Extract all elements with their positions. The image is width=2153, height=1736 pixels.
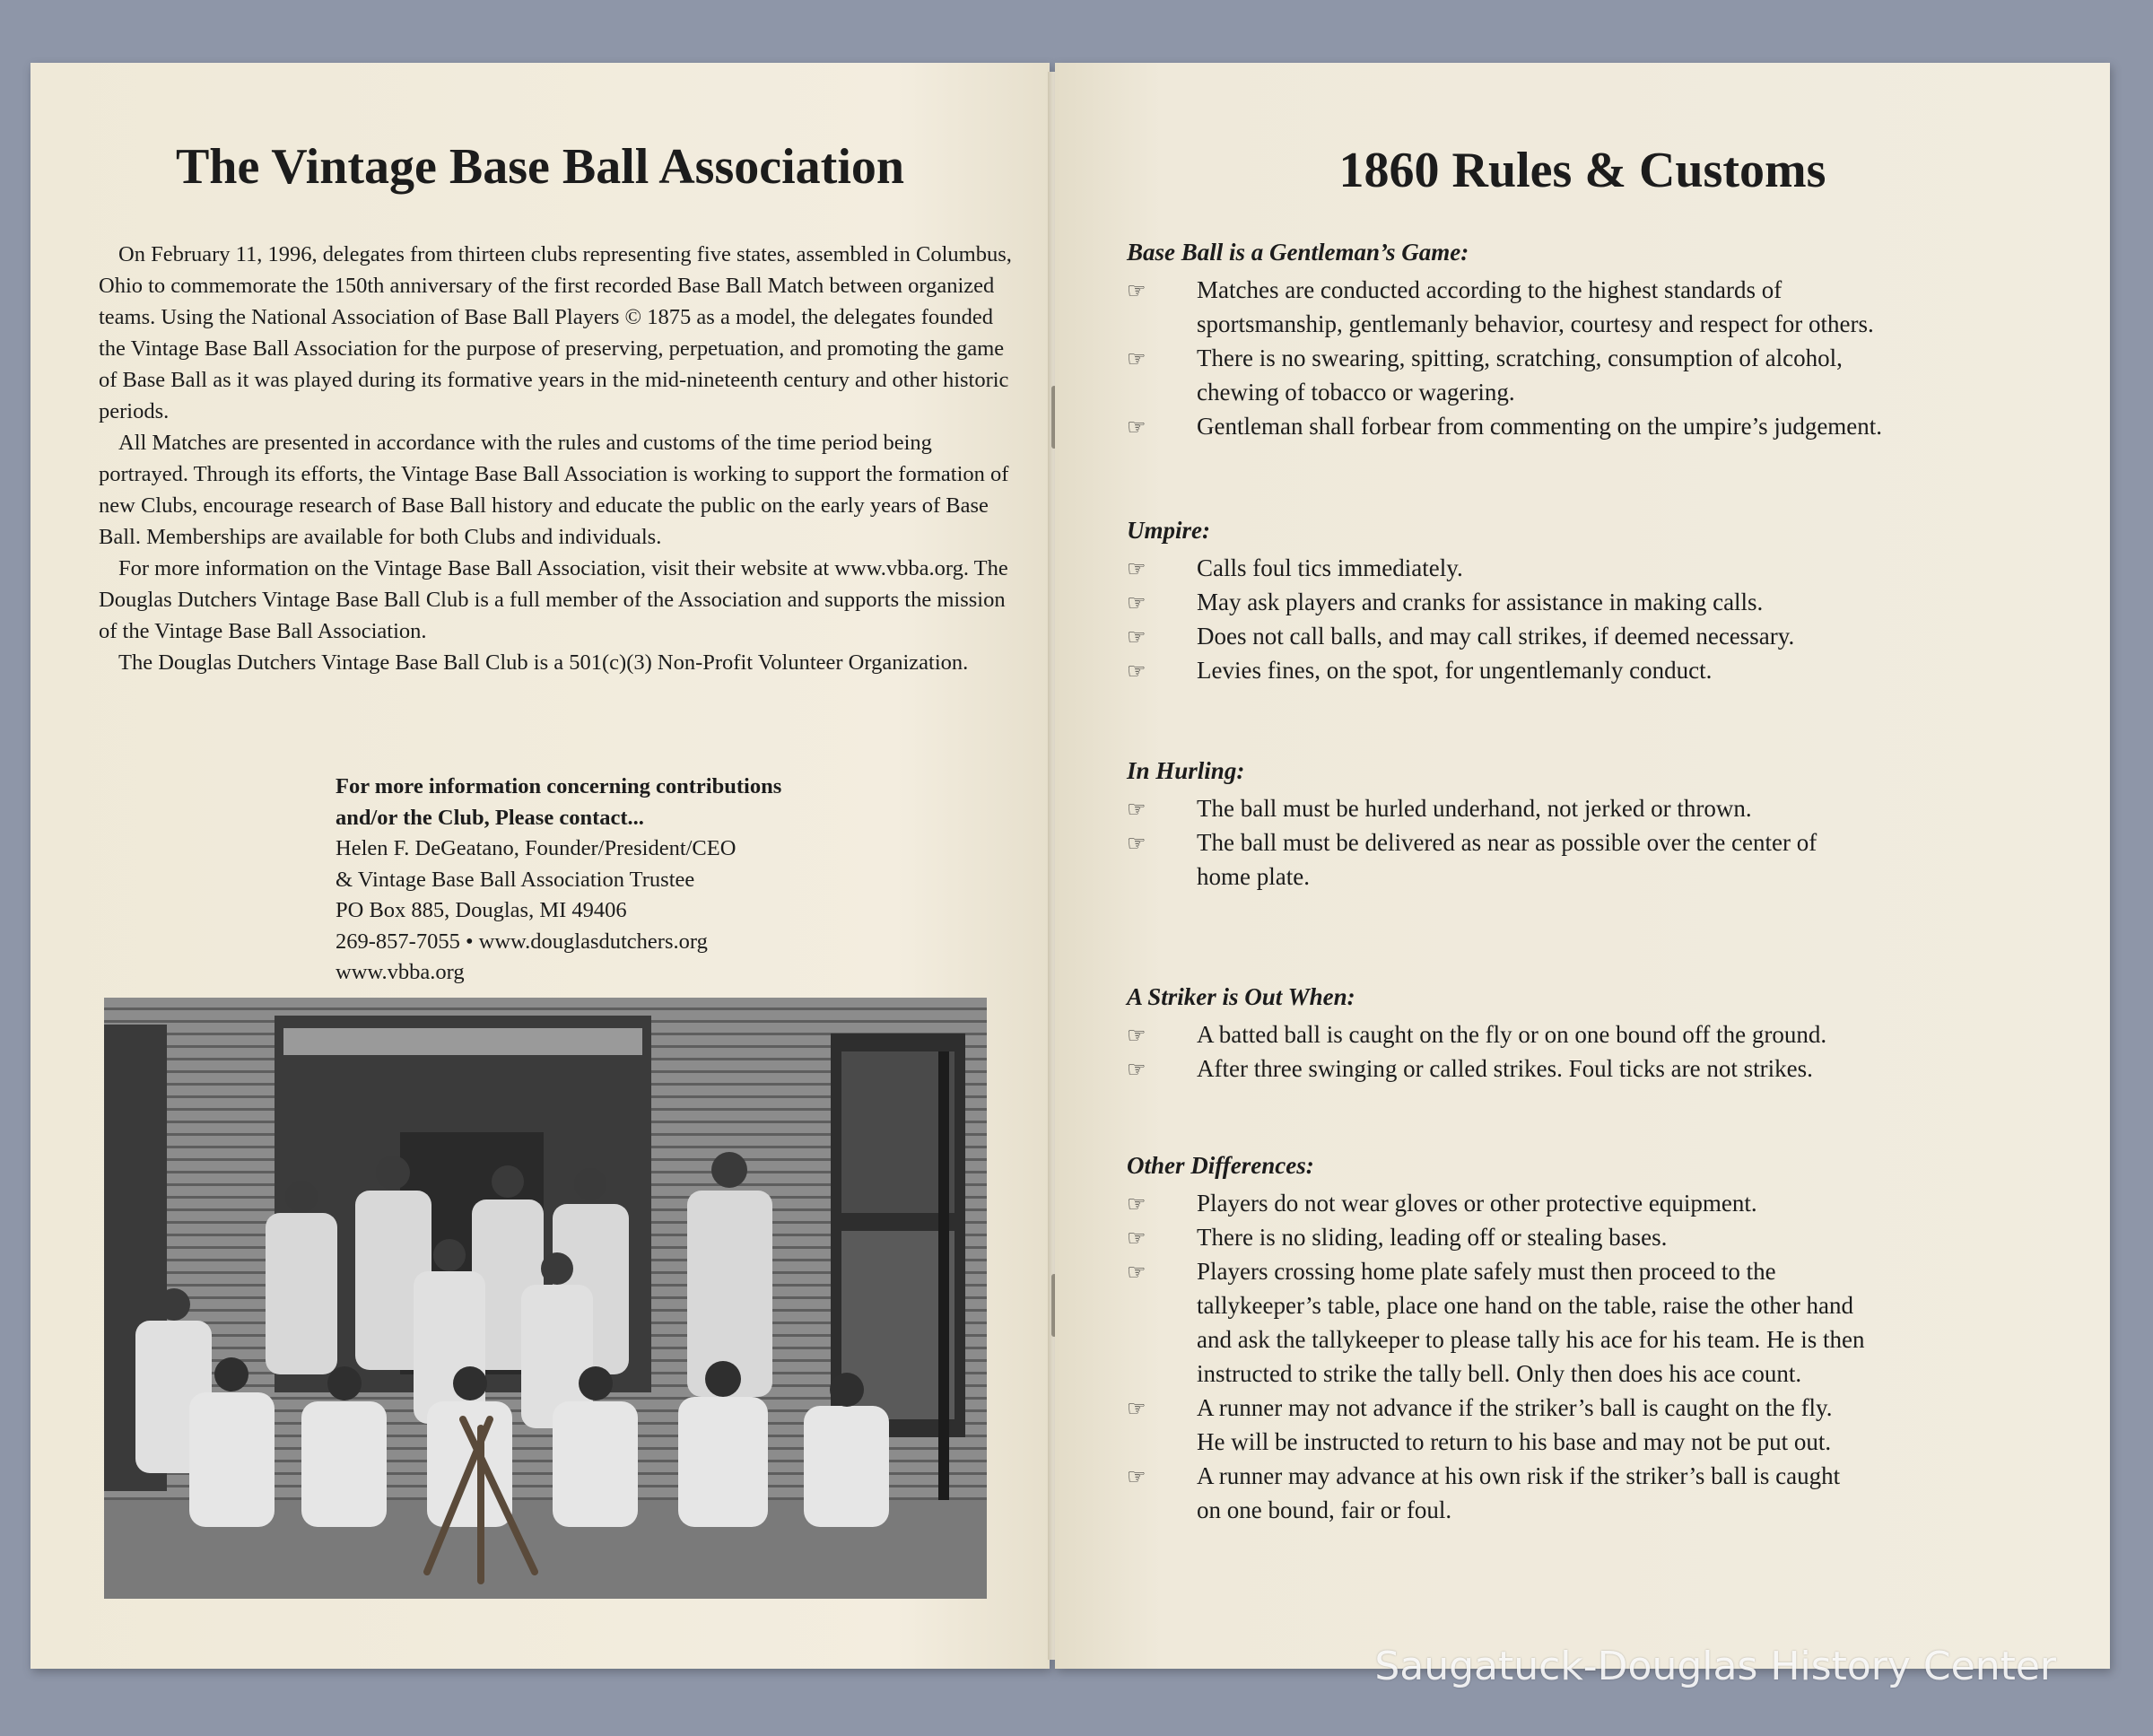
rule-line: A runner may not advance if the striker’s ball is caught on the fly.	[1197, 1394, 1833, 1421]
rule-item	[1127, 619, 2024, 655]
rule-text	[1197, 273, 1874, 341]
paragraph: The Douglas Dutchers Vintage Base Ball Club is a 501(c)(3) Non-Profit Volunteer Organization.	[118, 650, 969, 675]
rule-line: May ask players and cranks for assistance in making calls.	[1197, 589, 1764, 615]
rule-text	[1197, 1391, 1833, 1459]
section-heading: A Striker is Out When:	[1127, 983, 1355, 1010]
rule-text	[1197, 1254, 1865, 1391]
right-page-title: 1860 Rules & Customs	[1338, 143, 1826, 198]
team-photo-image	[104, 998, 987, 1599]
paragraph: For more information on the Vintage Base Ball Association, visit their website at www.vbba.org. The Douglas Dutchers Vintage Base Ball Club is a full member of the Association and supports the mission of the Vintage Base Ball Association.	[99, 556, 1008, 643]
paragraph: On February 11, 1996, delegates from thirteen clubs representing five states, assembled in Columbus, Ohio to commemorate the 150th anniversary of the first recorded Base Ball Match between organized teams. Using the National Association of Base Ball Players © 1875 as a model, the delegates founded the Vintage Base Ball Association for the purpose of preserving, perpetuation, and promoting the game of Base Ball as it was played during its formative years in the mid-nineteenth century and other historic periods.	[99, 242, 1012, 423]
contact-address: PO Box 885, Douglas, MI 49406	[336, 898, 627, 922]
rule-line: The ball must be delivered as near as possible over the center of	[1197, 829, 1817, 856]
rule-item	[1127, 341, 2024, 409]
rule-line: There is no swearing, spitting, scratching, consumption of alcohol,	[1197, 345, 1843, 371]
rule-line: Does not call balls, and may call strikes, if deemed necessary.	[1197, 623, 1795, 650]
rule-text	[1197, 551, 1463, 587]
rule-text	[1197, 409, 1882, 445]
rule-line: Players do not wear gloves or other protective equipment.	[1197, 1190, 1757, 1217]
rule-text	[1197, 619, 1794, 655]
rule-line: tallykeeper’s table, place one hand on the table, raise the other hand	[1197, 1292, 1853, 1319]
rule-text	[1197, 653, 1712, 689]
section-heading: Base Ball is a Gentleman’s Game:	[1127, 239, 1469, 266]
rule-text	[1197, 1017, 1826, 1053]
contact-heading: For more information concerning contributions	[336, 774, 782, 798]
rule-text	[1197, 585, 1763, 621]
rule-item	[1127, 1017, 2024, 1053]
section-heading: Other Differences:	[1127, 1152, 1314, 1179]
rule-item	[1127, 585, 2024, 621]
team-photo	[104, 998, 987, 1599]
pointing-hand-icon: ☞	[1127, 1059, 1146, 1082]
left-page	[31, 63, 1050, 1669]
pointing-hand-icon: ☞	[1127, 280, 1146, 303]
rule-text	[1197, 341, 1843, 409]
rule-line: Gentleman shall forbear from commenting on the umpire’s judgement.	[1197, 413, 1883, 440]
rule-item	[1127, 1220, 2024, 1256]
contact-block	[336, 772, 963, 989]
pointing-hand-icon: ☞	[1127, 558, 1146, 581]
rule-item	[1127, 1254, 2024, 1391]
pointing-hand-icon: ☞	[1127, 1261, 1146, 1285]
rule-text	[1197, 791, 1752, 827]
rule-line: home plate.	[1197, 863, 1310, 890]
rule-item	[1127, 825, 2024, 894]
association-description	[99, 239, 1014, 678]
rule-line: A batted ball is caught on the fly or on one bound off the ground.	[1197, 1021, 1827, 1048]
rule-line: on one bound, fair or foul.	[1197, 1496, 1452, 1523]
rule-line: chewing of tobacco or wagering.	[1197, 379, 1515, 406]
rule-line: and ask the tallykeeper to please tally his ace for his team. He is then	[1197, 1326, 1865, 1353]
pointing-hand-icon: ☞	[1127, 833, 1146, 856]
rule-text	[1197, 825, 1817, 894]
rule-item	[1127, 1391, 2024, 1459]
rule-item	[1127, 1051, 2024, 1087]
rule-line: A runner may advance at his own risk if the striker’s ball is caught	[1197, 1462, 1841, 1489]
rule-item	[1127, 273, 2024, 341]
contact-website: www.vbba.org	[336, 960, 465, 984]
pointing-hand-icon: ☞	[1127, 1398, 1146, 1421]
contact-heading: and/or the Club, Please contact...	[336, 805, 644, 830]
rule-item	[1127, 1459, 2024, 1527]
pointing-hand-icon: ☞	[1127, 1227, 1146, 1251]
rule-line: There is no sliding, leading off or stealing bases.	[1197, 1224, 1668, 1251]
section-heading: Umpire:	[1127, 517, 1210, 544]
watermark: Saugatuck-Douglas History Center	[1374, 1644, 2056, 1689]
pointing-hand-icon: ☞	[1127, 626, 1146, 650]
pointing-hand-icon: ☞	[1127, 1025, 1146, 1048]
rule-item	[1127, 1186, 2024, 1222]
pointing-hand-icon: ☞	[1127, 798, 1146, 822]
paragraph: All Matches are presented in accordance with the rules and customs of the time period being portrayed. Through its efforts, the Vintage Base Ball Association is working to support the formation of new Clubs, encourage research of Base Ball history and educate the public on the early years of Base Ball. Memberships are available for both Clubs and individuals.	[99, 431, 1009, 549]
rule-line: The ball must be hurled underhand, not jerked or thrown.	[1197, 795, 1752, 822]
pointing-hand-icon: ☞	[1127, 660, 1146, 684]
rule-text	[1197, 1220, 1667, 1256]
rule-line: He will be instructed to return to his base and may not be put out.	[1197, 1428, 1832, 1455]
left-page-title: The Vintage Base Ball Association	[175, 139, 905, 195]
rule-text	[1197, 1459, 1840, 1527]
rule-item	[1127, 653, 2024, 689]
rule-line: sportsmanship, gentlemanly behavior, courtesy and respect for others.	[1197, 310, 1874, 337]
rule-text	[1197, 1051, 1813, 1087]
rule-line: Calls foul tics immediately.	[1197, 554, 1463, 581]
pointing-hand-icon: ☞	[1127, 592, 1146, 615]
pointing-hand-icon: ☞	[1127, 1466, 1146, 1489]
rule-line: After three swinging or called strikes. Foul ticks are not strikes.	[1197, 1055, 1813, 1082]
rule-line: Players crossing home plate safely must then proceed to the	[1197, 1258, 1776, 1285]
rule-item	[1127, 409, 2024, 445]
pointing-hand-icon: ☞	[1127, 348, 1146, 371]
section-heading: In Hurling:	[1127, 757, 1245, 784]
contact-name: Helen F. DeGeatano, Founder/President/CEO	[336, 836, 737, 860]
rule-item	[1127, 551, 2024, 587]
rule-line: instructed to strike the tally bell. Only then does his ace count.	[1197, 1360, 1802, 1387]
rule-text	[1197, 1186, 1757, 1222]
right-page	[1055, 63, 2110, 1669]
rule-line: Matches are conducted according to the highest standards of	[1197, 276, 1783, 303]
contact-role: & Vintage Base Ball Association Trustee	[336, 867, 695, 892]
contact-phone-website: 269-857-7055 • www.douglasdutchers.org	[336, 929, 708, 954]
rule-line: Levies fines, on the spot, for ungentlemanly conduct.	[1197, 657, 1713, 684]
rule-item	[1127, 791, 2024, 827]
pointing-hand-icon: ☞	[1127, 416, 1146, 440]
pointing-hand-icon: ☞	[1127, 1193, 1146, 1217]
